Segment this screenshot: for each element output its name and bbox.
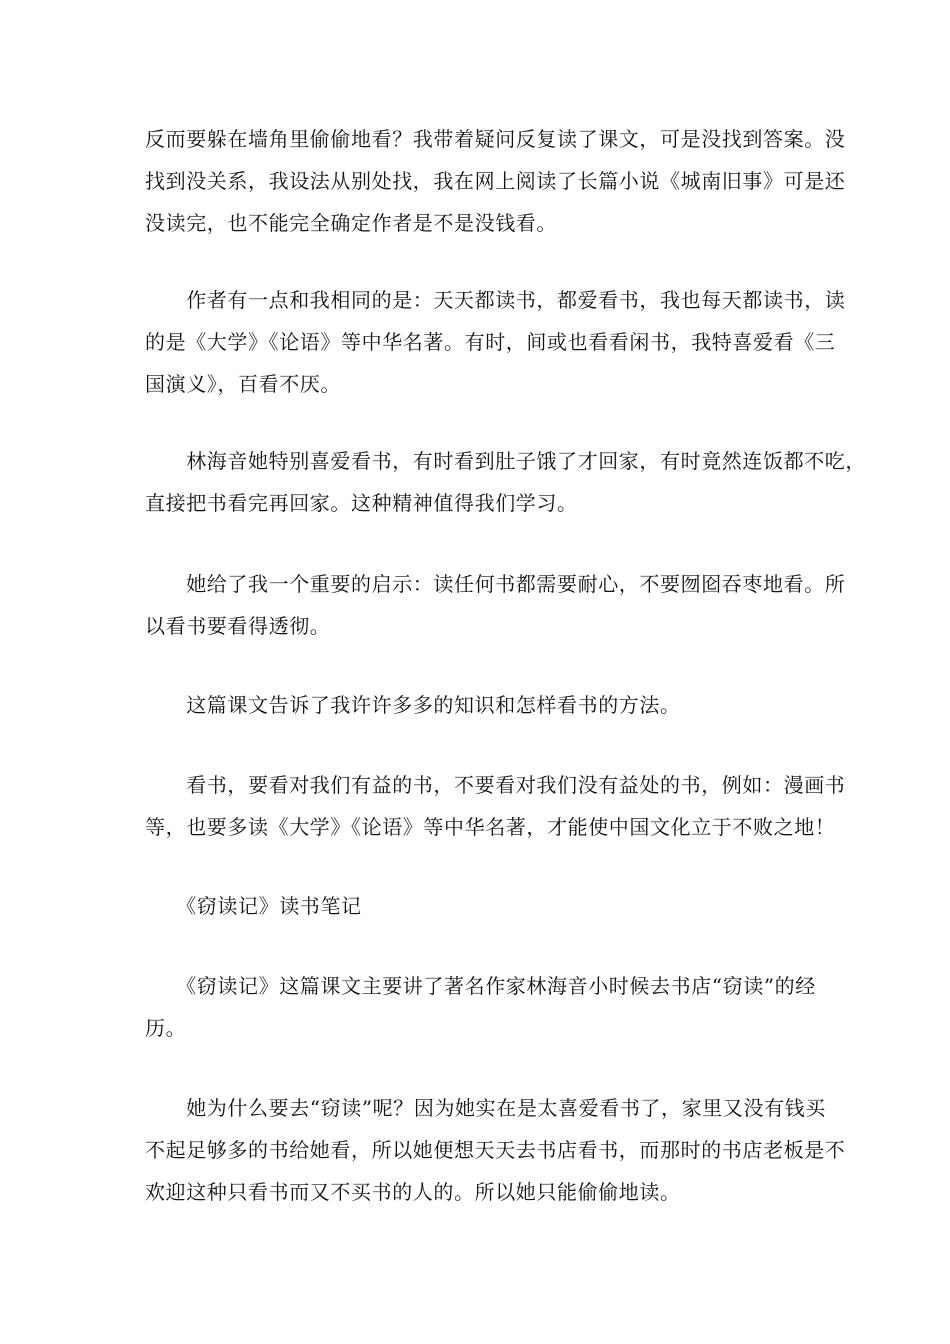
paragraph-3 [145, 440, 866, 524]
paragraph-1 [145, 118, 846, 244]
text-line: 以看书要看得透彻。 [145, 614, 331, 638]
text-line: 找到没关系，我设法从别处找，我在网上阅读了长篇小说《城南旧事》可是还 [145, 169, 846, 193]
text-line: 国演义》，百看不厌。 [145, 372, 341, 396]
text-line: 《窃读记》读书笔记 [145, 894, 362, 918]
text-line: 她给了我一个重要的启示：读任何书都需要耐心，不要囫囵吞枣地看。所 [145, 572, 846, 596]
text-line: 反而要躲在墙角里偷偷地看？我带着疑问反复读了课文，可是没找到答案。没 [145, 127, 846, 151]
text-line: 看书，要看对我们有益的书，不要看对我们没有益处的书，例如：漫画书 [145, 773, 846, 797]
section-heading [145, 885, 805, 927]
text-line: 欢迎这种只看书而又不买书的人的。所以她只能偷偷地读。 [145, 1180, 681, 1204]
text-line: 等，也要多读《大学》《论语》等中华名著，才能使中国文化立于不败之地！ [145, 815, 836, 839]
text-line: 她为什么要去“窃读”呢？因为她实在是太喜爱看书了，家里又没有钱买 [145, 1096, 826, 1120]
paragraph-5 [145, 684, 805, 726]
text-line: 林海音她特别喜爱看书，有时看到肚子饿了才回家，有时竟然连饭都不吃， [145, 449, 866, 473]
paragraph-7 [145, 965, 816, 1049]
paragraph-8 [145, 1087, 846, 1213]
text-line: 没读完，也不能完全确定作者是不是没钱看。 [145, 211, 557, 235]
paragraph-6 [145, 764, 846, 848]
text-line: 的是《大学》《论语》等中华名著。有时，间或也看看闲书，我特喜爱看《三 [145, 330, 836, 354]
text-line: 《窃读记》这篇课文主要讲了著名作家林海音小时候去书店“窃读”的经 [145, 974, 816, 998]
paragraph-2 [145, 279, 846, 405]
text-line: 不起足够多的书给她看，所以她便想天天去书店看书，而那时的书店老板是不 [145, 1138, 846, 1162]
text-line: 直接把书看完再回家。这种精神值得我们学习。 [145, 491, 578, 515]
text-line: 历。 [145, 1016, 187, 1040]
paragraph-4 [145, 563, 846, 647]
text-line: 作者有一点和我相同的是：天天都读书，都爱看书，我也每天都读书，读 [145, 288, 846, 312]
text-line: 这篇课文告诉了我许许多多的知识和怎样看书的方法。 [145, 693, 681, 717]
